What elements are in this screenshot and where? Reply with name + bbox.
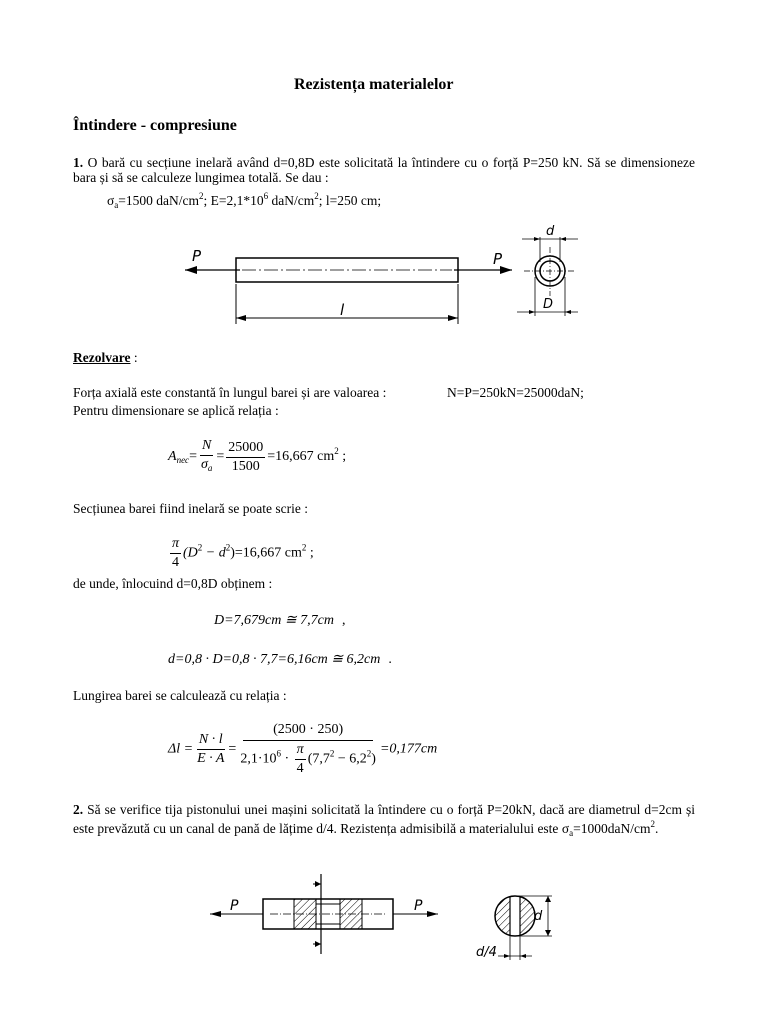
axial-force-value: N=P=250kN=25000daN; [447, 385, 584, 400]
data-modulus: ; E=2,1*10 [203, 193, 264, 208]
problem1-data: $\sigma_a=1500$ daN/$cm^2$; $E=2,1*10^6$ daN/$cm^2$; l=250 cm; [107, 191, 382, 210]
force-label-right: P [493, 250, 503, 268]
equation-elongation: Δl = $\frac{N \cdot l}{E \cdot A}$ = (2500 · 250) $2,1\cdot 10^6$ · $\frac{\pi}{4}$ $(7,7^2 - 6,2^2)$ =0,177cm [168, 722, 438, 776]
data-modulus-exp: 6 [263, 191, 269, 201]
keyway-label: d/4 [476, 945, 497, 960]
page-title: Rezistența materialelor [294, 76, 454, 93]
force-label-left-2: P [230, 898, 239, 914]
data-length: ; l=250 cm; [318, 193, 382, 208]
solution-heading: Rezolvare : [73, 350, 138, 365]
equation-inner-diameter: d=0,8 · D=0,8 · 7,7=6,16cm ≅ 6,2cm . [168, 652, 392, 667]
equation-area: $A_{nec}=$ $\frac{N}{\sigma_a}$ = $\frac{25000}{1500}$ =16,667 $cm^2$ ; [168, 438, 347, 474]
axial-force-text: Forța axială este constantă în lungul barei și are valoarea : [73, 385, 387, 400]
section-text: Secțiunea barei fiind inelară se poate scrie : [73, 501, 309, 516]
diameter-label-2: d [534, 909, 543, 924]
data-modulus-unit: daN/cm [268, 193, 315, 208]
equation-outer-diameter: D=7,679cm ≅ 7,7cm , [214, 613, 346, 628]
section-heading: Întindere - compresiune [73, 117, 237, 134]
equation-ring-area: $\frac{\pi}{4}$ $(D^2 - d^2)=16,667$ $cm^2$ ; [172, 536, 314, 570]
sigma-subscript: a [114, 200, 119, 210]
sigma-symbol: σ [107, 193, 115, 208]
length-label: l [340, 301, 345, 319]
inner-diameter-label: d [546, 224, 555, 239]
problem1-statement: O bară cu secțiune inelară având d=0,8D este solicitată la întindere cu o forță P=250 kN. Să se dimensioneze bara și să se calculeze lungimea totală. Se dau : [73, 155, 695, 185]
problem2-number: 2. [73, 802, 84, 817]
force-label-right-2: P [414, 898, 423, 914]
problem2-text: 2. Să se verifice tija pistonului unei mașini solicitată la întindere cu o forță P=20kN, dacă are diametrul d=2cm și este prevăzută cu un canal de pană de lățime d/4. Rezistența admisibilă a materialului este $\sigma_a=1000daN/cm^2$. [73, 802, 695, 838]
problem1-text [73, 155, 695, 185]
dimension-text: Pentru dimensionare se aplică relația : [73, 403, 279, 418]
problem1-number: 1. [73, 155, 84, 170]
force-label-left: P [192, 247, 202, 265]
figure2-rod [208, 866, 448, 966]
elongation-text: Lungirea barei se calculează cu relația : [73, 688, 287, 703]
figure1-ring-section [512, 222, 582, 322]
problem2-statement: Să se verifice tija pistonului unei mașini solicitată la întindere cu o forță P=20kN, dacă are diametrul d=2cm și este prevăzută cu un canal de pană de lățime d/4. Rezistența admisibilă a materialului este [73, 802, 695, 836]
figure2-section [470, 870, 560, 970]
substitute-text: de unde, înlocuind d=0,8D obținem : [73, 576, 273, 591]
outer-diameter-label: D [543, 297, 554, 312]
data-sigma-value: =1500 daN/cm [118, 193, 200, 208]
